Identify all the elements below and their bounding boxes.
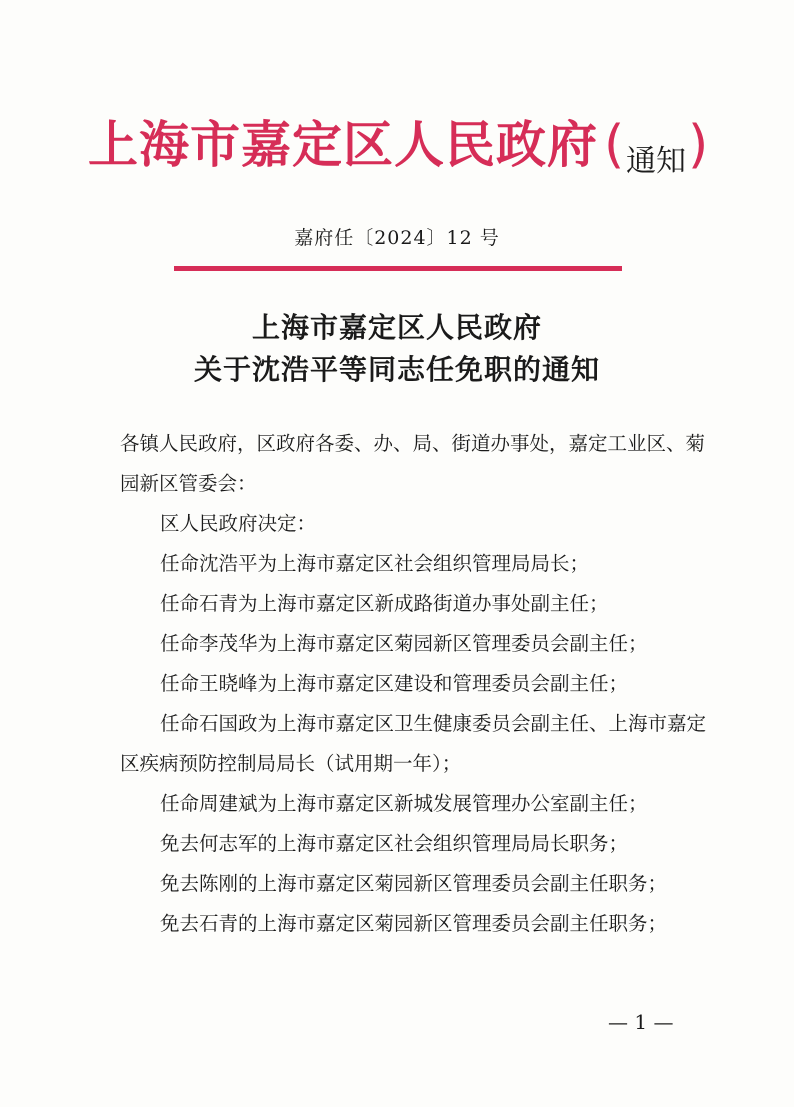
letterhead-open-paren: ( <box>604 115 625 175</box>
addressee: 各镇人民政府，区政府各委、办、局、街道办事处，嘉定工业区、菊园新区管委会： <box>120 432 706 495</box>
removal-item: 免去石青的上海市嘉定区菊园新区管理委员会副主任职务； <box>160 912 668 935</box>
appointment-item: 任命石青为上海市嘉定区新成路街道办事处副主任； <box>160 592 609 615</box>
letterhead-close-paren: ) <box>688 115 709 175</box>
appointment-item: 任命李茂华为上海市嘉定区菊园新区管理委员会副主任； <box>160 632 648 655</box>
title-line-2: 关于沈浩平等同志任免职的通知 <box>193 353 600 386</box>
red-divider-line <box>174 266 622 271</box>
appointment-item: 任命沈浩平为上海市嘉定区社会组织管理局局长； <box>160 552 590 575</box>
letterhead-document-type: 通知 <box>626 144 686 179</box>
removal-item: 免去陈刚的上海市嘉定区菊园新区管理委员会副主任职务； <box>160 872 668 895</box>
appointment-item: 任命王晓峰为上海市嘉定区建设和管理委员会副主任； <box>160 672 629 695</box>
appointment-item: 任命周建斌为上海市嘉定区新城发展管理办公室副主任； <box>160 792 648 815</box>
red-letterhead <box>88 108 728 188</box>
document-body <box>120 424 720 944</box>
page-number: — 1 — <box>608 1010 674 1034</box>
document-number: 嘉府任〔2024〕12 号 <box>294 227 500 249</box>
decision-intro: 区人民政府决定： <box>160 512 317 535</box>
letterhead-organization: 上海市嘉定区人民政府 <box>88 116 598 174</box>
document-title <box>0 307 794 391</box>
title-line-1: 上海市嘉定区人民政府 <box>251 311 542 344</box>
appointment-item: 任命石国政为上海市嘉定区卫生健康委员会副主任、上海市嘉定区疾病预防控制局局长（试用期一年）； <box>120 712 707 775</box>
removal-item: 免去何志军的上海市嘉定区社会组织管理局局长职务； <box>160 832 629 855</box>
